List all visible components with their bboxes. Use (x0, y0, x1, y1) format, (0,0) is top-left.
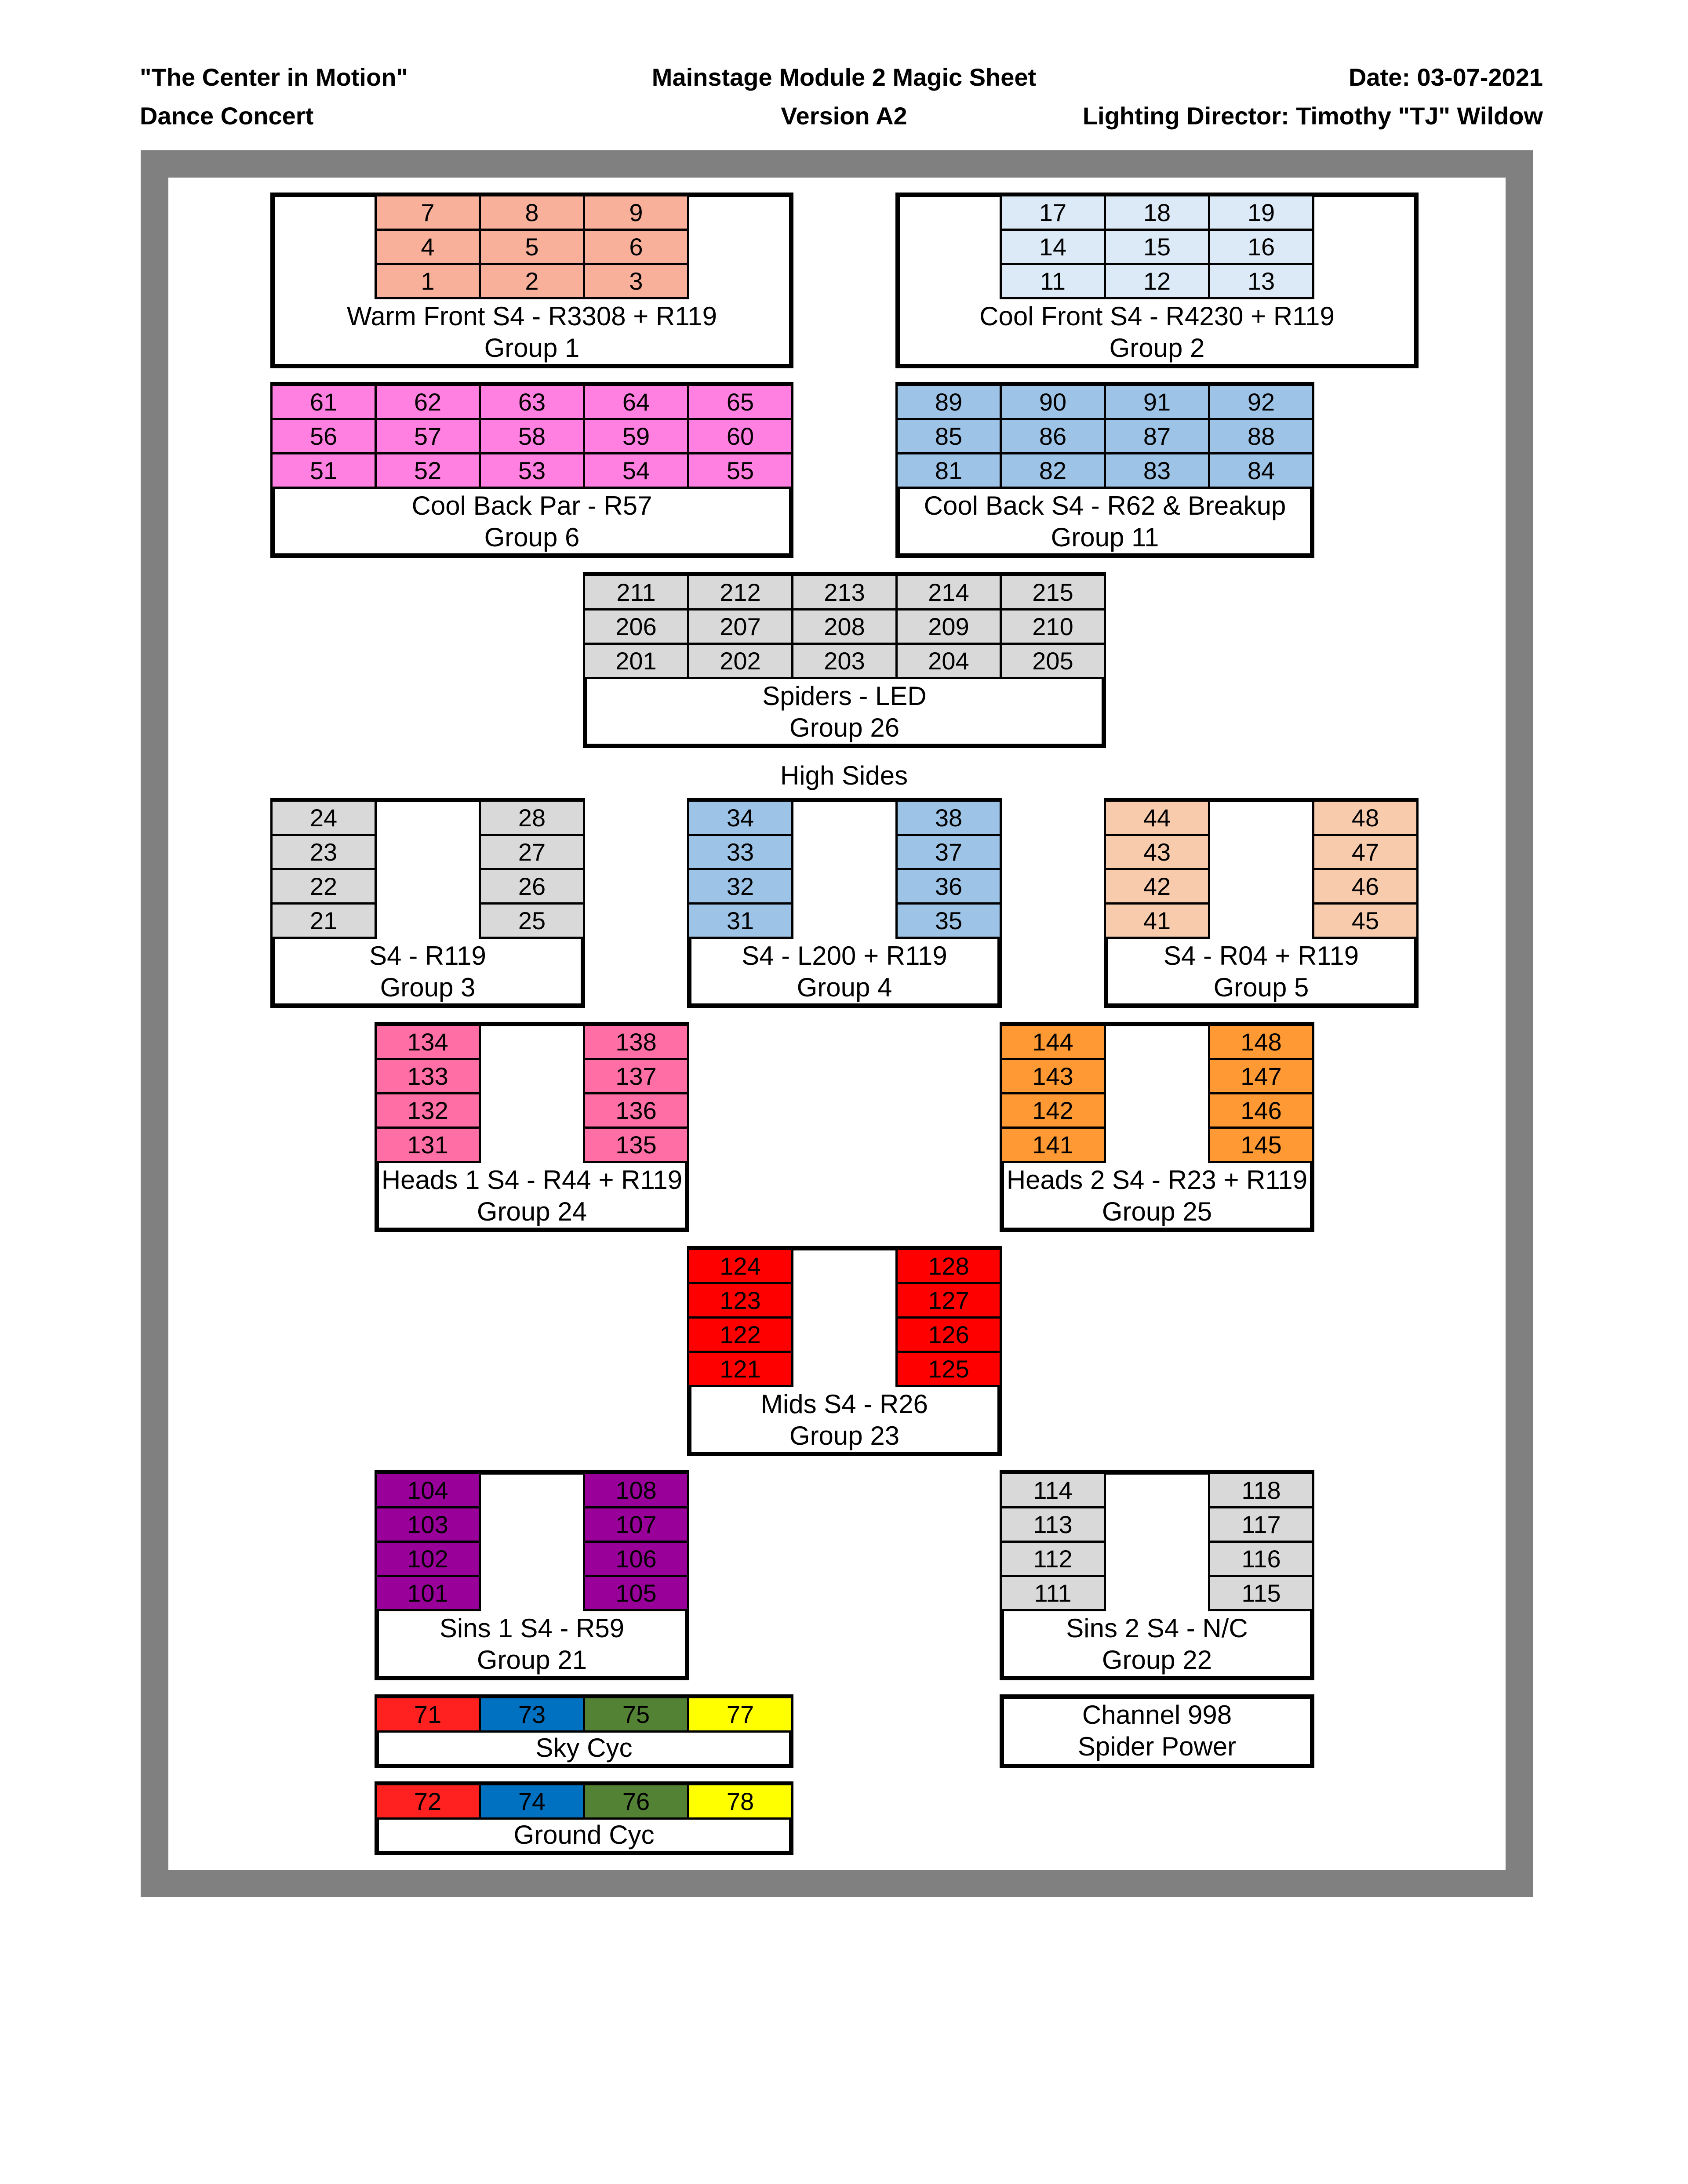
channel-cell[interactable]: 148 (1208, 1024, 1314, 1060)
group-number: Group 22 (1102, 1645, 1212, 1675)
group-number: Group 4 (797, 973, 892, 1002)
channel-cell[interactable]: 18 (1104, 194, 1210, 231)
channel-cell[interactable]: 73 (479, 1696, 585, 1733)
channel-cell[interactable]: 21 (270, 902, 377, 939)
channel-cell[interactable]: 206 (583, 608, 689, 645)
channel-cell[interactable]: 122 (687, 1316, 793, 1353)
channel-cell[interactable]: 60 (687, 418, 793, 454)
channel-cell[interactable]: 86 (1000, 418, 1106, 454)
channel-cell[interactable]: 44 (1104, 799, 1210, 836)
channel-cell[interactable]: 137 (583, 1058, 689, 1094)
group-label: Cool Back S4 - R62 & Breakup (924, 491, 1286, 520)
channel-cell[interactable]: 213 (791, 574, 898, 611)
group-label: Warm Front S4 - R3308 + R119 (347, 302, 717, 331)
channel-cell[interactable]: 113 (1000, 1506, 1106, 1543)
channel-cell[interactable]: 84 (1208, 452, 1314, 489)
channel-cell[interactable]: 26 (479, 868, 585, 905)
channel-cell[interactable]: 53 (479, 452, 585, 489)
channel-cell[interactable]: 102 (375, 1541, 481, 1577)
channel-cell[interactable]: 5 (479, 229, 585, 265)
channel-cell[interactable]: 8 (479, 194, 585, 231)
channel-cell[interactable]: 35 (895, 902, 1002, 939)
channel-cell[interactable]: 142 (1000, 1092, 1106, 1129)
channel-cell[interactable]: 3 (583, 263, 689, 299)
group-label: Cool Back Par - R57 (411, 491, 652, 520)
channel-cell[interactable]: 88 (1208, 418, 1314, 454)
channel-cell[interactable]: 133 (375, 1058, 481, 1094)
group-number: Group 6 (484, 523, 580, 552)
channel-cell[interactable]: 19 (1208, 194, 1314, 231)
channel-cell[interactable]: 104 (375, 1472, 481, 1508)
channel-cell[interactable]: 38 (895, 799, 1002, 836)
channel-cell[interactable]: 92 (1208, 384, 1314, 420)
channel-cell[interactable]: 33 (687, 834, 793, 870)
channel-cell[interactable]: 143 (1000, 1058, 1106, 1094)
high-sides-label: High Sides (780, 761, 908, 790)
group-label: Sins 1 S4 - R59 (439, 1613, 625, 1643)
group-label: Sins 2 S4 - N/C (1066, 1613, 1248, 1643)
channel-cell[interactable]: 37 (895, 834, 1002, 870)
channel-cell[interactable]: 9 (583, 194, 689, 231)
group-label: Spiders - LED (762, 681, 927, 711)
channel-cell[interactable]: 118 (1208, 1472, 1314, 1508)
channel-cell[interactable]: 107 (583, 1506, 689, 1543)
group-label: S4 - R119 (369, 941, 486, 970)
group-label: Sky Cyc (535, 1733, 633, 1762)
spider-power-channel: Channel 998 (1082, 1700, 1232, 1730)
channel-cell[interactable]: 115 (1208, 1575, 1314, 1611)
channel-cell[interactable]: 82 (1000, 452, 1106, 489)
channel-cell[interactable]: 14 (1000, 229, 1106, 265)
group-label: Ground Cyc (513, 1820, 655, 1850)
channel-cell[interactable]: 201 (583, 643, 689, 679)
channel-cell[interactable]: 15 (1104, 229, 1210, 265)
channel-cell[interactable]: 126 (895, 1316, 1002, 1353)
channel-cell[interactable]: 62 (375, 384, 481, 420)
channel-cell[interactable]: 58 (479, 418, 585, 454)
channel-cell[interactable]: 125 (895, 1351, 1002, 1387)
channel-cell[interactable]: 146 (1208, 1092, 1314, 1129)
channel-cell[interactable]: 132 (375, 1092, 481, 1129)
channel-cell[interactable]: 90 (1000, 384, 1106, 420)
channel-cell[interactable]: 136 (583, 1092, 689, 1129)
channel-cell[interactable]: 85 (895, 418, 1002, 454)
channel-cell[interactable]: 63 (479, 384, 585, 420)
channel-cell[interactable]: 135 (583, 1127, 689, 1163)
group-number: Group 5 (1213, 973, 1309, 1002)
group-label: Mids S4 - R26 (760, 1389, 928, 1419)
channel-cell[interactable]: 128 (895, 1248, 1002, 1284)
channel-cell[interactable]: 48 (1312, 799, 1419, 836)
channel-cell[interactable]: 138 (583, 1024, 689, 1060)
channel-cell[interactable]: 89 (895, 384, 1002, 420)
channel-cell[interactable]: 203 (791, 643, 898, 679)
channel-cell[interactable]: 32 (687, 868, 793, 905)
channel-cell[interactable]: 124 (687, 1248, 793, 1284)
group-number: Group 24 (477, 1197, 587, 1226)
channel-cell[interactable]: 46 (1312, 868, 1419, 905)
group-label: Heads 1 S4 - R44 + R119 (381, 1165, 683, 1195)
channel-cell[interactable]: 210 (1000, 608, 1106, 645)
channel-cell[interactable]: 105 (583, 1575, 689, 1611)
channel-cell[interactable]: 134 (375, 1024, 481, 1060)
channel-cell[interactable]: 211 (583, 574, 689, 611)
group-number: Group 2 (1109, 333, 1205, 363)
channel-cell[interactable]: 74 (479, 1783, 585, 1820)
group-label: Cool Front S4 - R4230 + R119 (979, 302, 1335, 331)
group-number: Group 21 (477, 1645, 587, 1675)
channel-cell[interactable]: 77 (687, 1696, 793, 1733)
channel-cell[interactable]: 145 (1208, 1127, 1314, 1163)
channel-cell[interactable]: 31 (687, 902, 793, 939)
channel-cell[interactable]: 209 (895, 608, 1002, 645)
channel-cell[interactable]: 55 (687, 452, 793, 489)
sheet-title: Mainstage Module 2 Magic Sheet (651, 63, 1037, 91)
channel-cell[interactable]: 123 (687, 1282, 793, 1319)
channel-cell[interactable]: 11 (1000, 263, 1106, 299)
channel-cell[interactable]: 42 (1104, 868, 1210, 905)
channel-cell[interactable]: 57 (375, 418, 481, 454)
channel-cell[interactable]: 6 (583, 229, 689, 265)
channel-cell[interactable]: 214 (895, 574, 1002, 611)
channel-cell[interactable]: 56 (270, 418, 377, 454)
channel-cell[interactable]: 208 (791, 608, 898, 645)
channel-cell[interactable]: 78 (687, 1783, 793, 1820)
channel-cell[interactable]: 4 (375, 229, 481, 265)
channel-cell[interactable]: 212 (687, 574, 793, 611)
channel-cell[interactable]: 27 (479, 834, 585, 870)
channel-cell[interactable]: 75 (583, 1696, 689, 1733)
channel-cell[interactable]: 24 (270, 799, 377, 836)
channel-cell[interactable]: 101 (375, 1575, 481, 1611)
channel-cell[interactable]: 13 (1208, 263, 1314, 299)
channel-cell[interactable]: 106 (583, 1541, 689, 1577)
channel-cell[interactable]: 36 (895, 868, 1002, 905)
channel-cell[interactable]: 111 (1000, 1575, 1106, 1611)
channel-cell[interactable]: 12 (1104, 263, 1210, 299)
channel-cell[interactable]: 23 (270, 834, 377, 870)
channel-cell[interactable]: 7 (375, 194, 481, 231)
channel-cell[interactable]: 131 (375, 1127, 481, 1163)
group-label: Heads 2 S4 - R23 + R119 (1006, 1165, 1308, 1195)
channel-cell[interactable]: 17 (1000, 194, 1106, 231)
channel-cell[interactable]: 65 (687, 384, 793, 420)
channel-cell[interactable]: 103 (375, 1506, 481, 1543)
channel-cell[interactable]: 51 (270, 452, 377, 489)
channel-cell[interactable]: 116 (1208, 1541, 1314, 1577)
group-number: Group 25 (1102, 1197, 1212, 1226)
channel-cell[interactable]: 202 (687, 643, 793, 679)
channel-cell[interactable]: 205 (1000, 643, 1106, 679)
channel-cell[interactable]: 141 (1000, 1127, 1106, 1163)
group-number: Group 11 (1051, 523, 1159, 552)
group-number: Group 1 (484, 333, 580, 363)
channel-cell[interactable]: 28 (479, 799, 585, 836)
channel-cell[interactable]: 34 (687, 799, 793, 836)
channel-cell[interactable]: 127 (895, 1282, 1002, 1319)
channel-cell[interactable]: 144 (1000, 1024, 1106, 1060)
channel-cell[interactable]: 61 (270, 384, 377, 420)
group-label: S4 - L200 + R119 (742, 941, 947, 970)
channel-cell[interactable]: 147 (1208, 1058, 1314, 1094)
spider-power-label: Spider Power (1077, 1732, 1237, 1761)
channel-cell[interactable]: 81 (895, 452, 1002, 489)
channel-cell[interactable]: 25 (479, 902, 585, 939)
group-number: Group 23 (789, 1421, 900, 1450)
channel-cell[interactable]: 52 (375, 452, 481, 489)
channel-cell[interactable]: 108 (583, 1472, 689, 1508)
channel-cell[interactable]: 114 (1000, 1472, 1106, 1508)
lighting-director: Lighting Director: Timothy "TJ" Wildow (1082, 102, 1543, 130)
channel-cell[interactable]: 204 (895, 643, 1002, 679)
channel-cell[interactable]: 1 (375, 263, 481, 299)
channel-cell[interactable]: 91 (1104, 384, 1210, 420)
channel-cell[interactable]: 59 (583, 418, 689, 454)
group-label: S4 - R04 + R119 (1163, 941, 1359, 970)
channel-cell[interactable]: 22 (270, 868, 377, 905)
group-number: Group 3 (380, 973, 476, 1002)
channel-cell[interactable]: 2 (479, 263, 585, 299)
channel-cell[interactable]: 83 (1104, 452, 1210, 489)
channel-cell[interactable]: 72 (375, 1783, 481, 1820)
channel-cell[interactable]: 121 (687, 1351, 793, 1387)
channel-cell[interactable]: 41 (1104, 902, 1210, 939)
group-number: Group 26 (789, 713, 900, 742)
channel-cell[interactable]: 76 (583, 1783, 689, 1820)
channel-cell[interactable]: 112 (1000, 1541, 1106, 1577)
channel-cell[interactable]: 215 (1000, 574, 1106, 611)
channel-cell[interactable]: 54 (583, 452, 689, 489)
channel-cell[interactable]: 117 (1208, 1506, 1314, 1543)
channel-cell[interactable]: 47 (1312, 834, 1419, 870)
channel-cell[interactable]: 87 (1104, 418, 1210, 454)
channel-cell[interactable]: 207 (687, 608, 793, 645)
channel-cell[interactable]: 45 (1312, 902, 1419, 939)
channel-cell[interactable]: 71 (375, 1696, 481, 1733)
date-label: Date: 03-07-2021 (1348, 63, 1543, 91)
version-label: Version A2 (781, 102, 907, 130)
channel-cell[interactable]: 43 (1104, 834, 1210, 870)
channel-cell[interactable]: 16 (1208, 229, 1314, 265)
show-subtitle: Dance Concert (140, 102, 314, 130)
channel-cell[interactable]: 64 (583, 384, 689, 420)
show-title: "The Center in Motion" (140, 63, 408, 91)
